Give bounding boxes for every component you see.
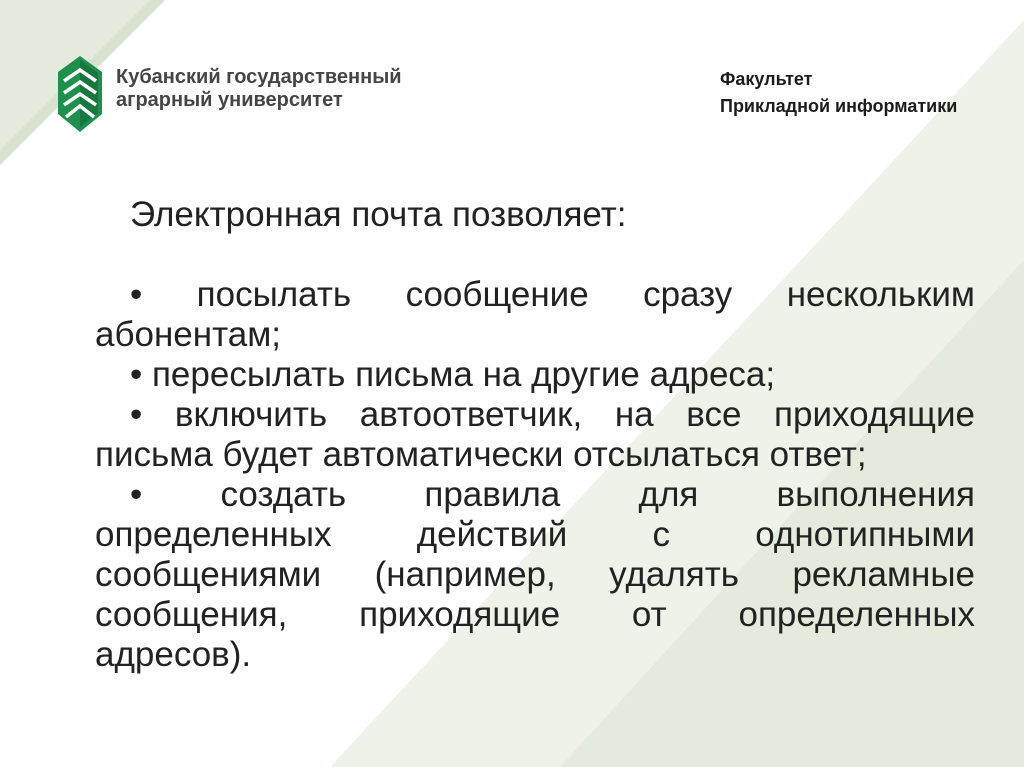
bullet-item-2-line-1: • пересылать письма на другие адреса; bbox=[130, 355, 776, 394]
bullet-list bbox=[95, 275, 975, 675]
bullet-item-1-line-2: абонентам; bbox=[95, 315, 281, 354]
faculty-name-line2: Прикладной информатики bbox=[720, 96, 958, 116]
bullet-item-3-line-2: письма будет автоматически отсылаться ответ; bbox=[95, 435, 867, 474]
bullet-item-4-line-1: • создать правила для выполнения bbox=[130, 475, 975, 514]
faculty-name bbox=[720, 66, 957, 120]
bullet-item-4-line-2: определенных действий с однотипными bbox=[95, 515, 975, 554]
university-name bbox=[116, 66, 402, 112]
university-logo-icon bbox=[56, 56, 104, 132]
bullet-item-4-line-3: сообщениями (например, удалять рекламные bbox=[95, 555, 975, 594]
bullet-item-4-line-4: сообщения, приходящие от определенных bbox=[95, 595, 975, 634]
bullet-item-3-line-1: • включить автоответчик, на все приходящие bbox=[130, 395, 975, 434]
bullet-item-4-line-5: адресов). bbox=[95, 635, 252, 674]
university-name-line1: Кубанский государственный bbox=[116, 66, 402, 88]
bullet-item-1-line-1: • посылать сообщение сразу нескольким bbox=[130, 275, 975, 314]
faculty-name-line1: Факультет bbox=[720, 69, 813, 89]
slide-intro-heading: Электронная почта позволяет: bbox=[130, 195, 627, 234]
university-name-line2: аграрный университет bbox=[116, 89, 343, 111]
